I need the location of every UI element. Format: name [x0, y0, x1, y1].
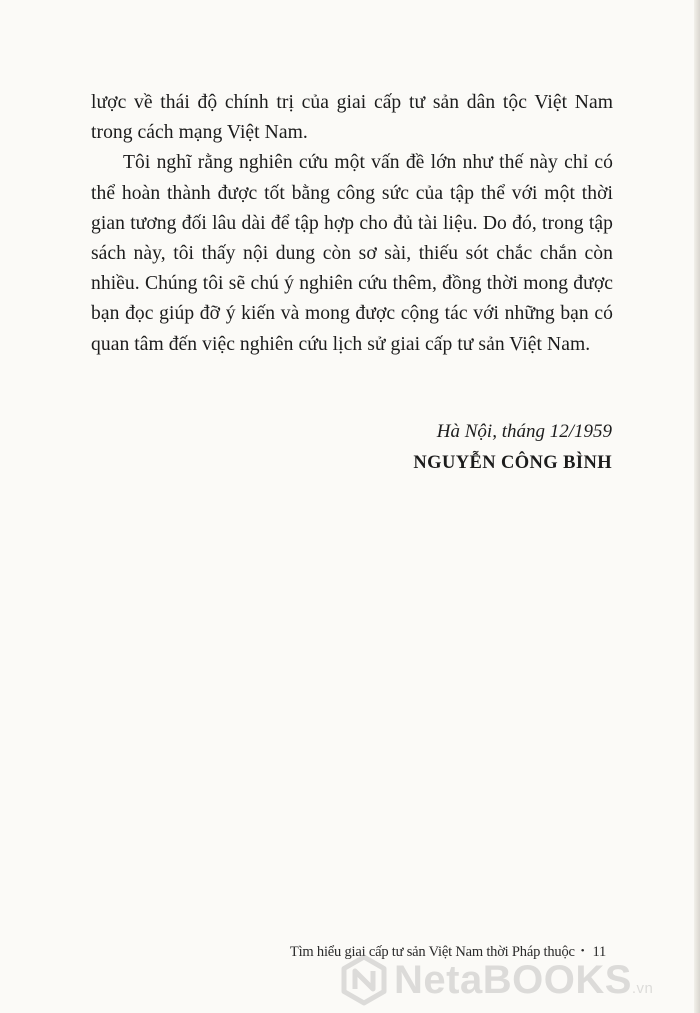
- page-number: 11: [592, 944, 606, 960]
- page-edge-shadow: [694, 0, 700, 1013]
- author-name: NGUYỄN CÔNG BÌNH: [413, 453, 612, 473]
- place-date: Hà Nội, tháng 12/1959: [436, 421, 612, 442]
- footer-bullet: •: [580, 945, 585, 957]
- footer-book-title: Tìm hiểu giai cấp tư sản Việt Nam thời Pháp thuộc: [289, 944, 575, 960]
- paragraph-main: Tôi nghĩ rằng nghiên cứu một vấn đề lớn như thế này chỉ có thể hoàn thành được tốt bằng công sức của tập thể với một thời gian tương đối lâu dài để tập hợp cho đủ tài liệu. Do đó, trong tập sách này, tôi thấy nội dung còn sơ sài, thiếu sót chắc chắn còn nhiều. Chúng tôi sẽ chú ý nghiên cứu thêm, đồng thời mong được bạn đọc giúp đỡ ý kiến và mong được cộng tác với những bạn có quan tâm đến việc nghiên cứu lịch sử giai cấp tư sản Việt Nam.: [91, 152, 613, 355]
- body-text: [91, 88, 613, 360]
- watermark: [338, 952, 698, 1008]
- netabooks-logo-icon: [338, 954, 390, 1006]
- watermark-brand: NetaBOOKS.vn: [394, 957, 654, 1002]
- paragraph-continued: lược về thái độ chính trị của giai cấp tư sản dân tộc Việt Nam trong cách mạng Việt Nam.: [91, 92, 613, 144]
